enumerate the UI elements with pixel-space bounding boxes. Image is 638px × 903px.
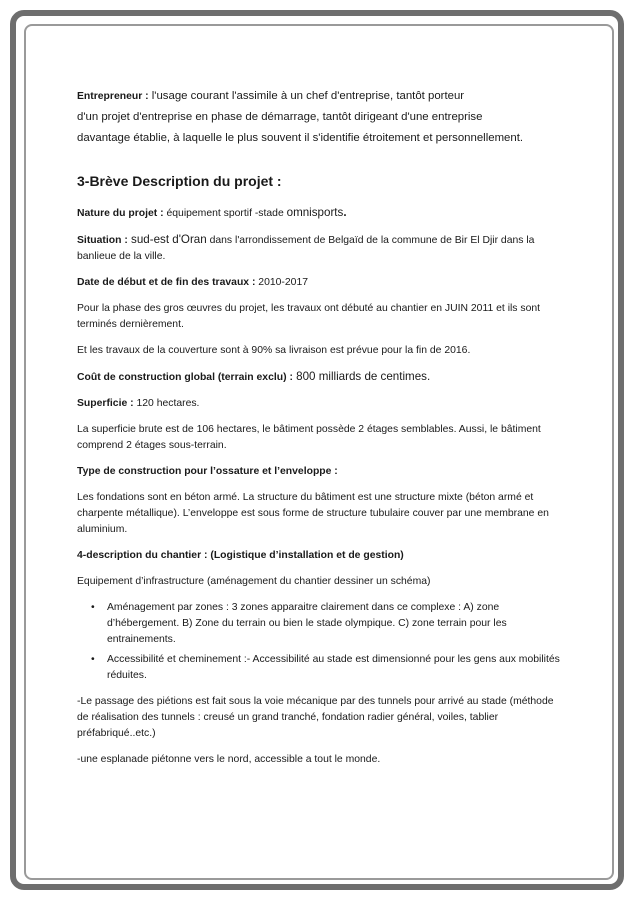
situation-value: dans l'arrondissement de Belgaïd de la commune de Bir El Djir dans la banlieue de la ville. bbox=[77, 235, 535, 262]
entrepreneur-text-2: d'un projet d'entreprise en phase de démarrage, tantôt dirigeant d'une entreprise bbox=[77, 111, 483, 123]
situation-label: Situation : bbox=[77, 235, 128, 246]
entrepreneur-label: Entrepreneur : bbox=[77, 91, 149, 102]
paragraph-infrastructure: Equipement d’infrastructure (aménagement du chantier dessiner un schéma) bbox=[77, 576, 431, 587]
area-line bbox=[77, 396, 567, 412]
entrepreneur-text-3: davantage établie, à laquelle le plus souvent il s'identifie étroitement et personnellement. bbox=[77, 132, 524, 144]
area-label: Superficie : bbox=[77, 398, 134, 409]
paragraph-esplanade: -une esplanade piétonne vers le nord, accessible a tout le monde. bbox=[77, 754, 381, 765]
area-value: 120 hectares. bbox=[133, 398, 200, 409]
paragraph-pedestrian-tunnels: -Le passage des piétions est fait sous la voie mécanique par des tunnels pour arrivé au stade (méthode de réalisation des tunnels : creusé un grand tranché, fondation radier général, voiles, tablier préfabriqué..etc.) bbox=[77, 696, 554, 739]
construction-type-heading: Type de construction pour l’ossature et l’enveloppe : bbox=[77, 466, 338, 477]
dates-label: Date de début et de fin des travaux : bbox=[77, 277, 256, 288]
list-item: • Aménagement par zones : 3 zones apparaitre clairement dans ce complexe : A) zone d’hébergement. B) Zone du terrain ou bien le stade olympique. C) zone terrain pour les entrainements. bbox=[107, 600, 567, 648]
paragraph-surface: La superficie brute est de 106 hectares, le bâtiment possède 2 étages semblables. Aussi, le bâtiment comprend 2 étages sous-terrain. bbox=[77, 424, 541, 451]
paragraph-works-start: Pour la phase des gros œuvres du projet, les travaux ont débuté au chantier en JUIN 2011 et ils sont terminés dernièrement. bbox=[77, 303, 541, 330]
cost-value: 800 milliards de centimes. bbox=[292, 370, 431, 383]
situation-line bbox=[77, 232, 567, 265]
nature-label: Nature du projet : bbox=[77, 208, 164, 219]
situation-value-large: sud-est d'Oran bbox=[127, 233, 207, 246]
entrepreneur-text-1: l'usage courant l'assimile à un chef d'entreprise, tantôt porteur bbox=[148, 90, 465, 102]
list-item: • Accessibilité et cheminement :- Accessibilité au stade est dimensionné pour les gens aux mobilités réduites. bbox=[107, 652, 567, 684]
entrepreneur-paragraph bbox=[77, 86, 567, 149]
bullet-list bbox=[77, 600, 567, 684]
nature-dot: . bbox=[343, 206, 347, 219]
section-3-title: 3-Brève Description du projet : bbox=[77, 173, 282, 189]
paragraph-structure: Les fondations sont en béton armé. La structure du bâtiment est une structure mixte (béton armé et charpente métallique). L’enveloppe est sous forme de structure tubulaire couver par une membrane en aluminium. bbox=[77, 492, 549, 535]
nature-line bbox=[77, 205, 567, 222]
cost-label: Coût de construction global (terrain exclu) : bbox=[77, 372, 293, 383]
nature-value: équipement sportif -stade bbox=[163, 208, 287, 219]
cost-line bbox=[77, 369, 567, 386]
dates-value: 2010-2017 bbox=[255, 277, 308, 288]
paragraph-roof-works: Et les travaux de la couverture sont à 90% sa livraison est prévue pour la fin de 2016. bbox=[77, 345, 471, 356]
document-body bbox=[77, 86, 567, 778]
nature-value-2: omnisports bbox=[286, 206, 344, 219]
section-4-title: 4-description du chantier : (Logistique d’installation et de gestion) bbox=[77, 550, 404, 561]
dates-line bbox=[77, 275, 567, 291]
